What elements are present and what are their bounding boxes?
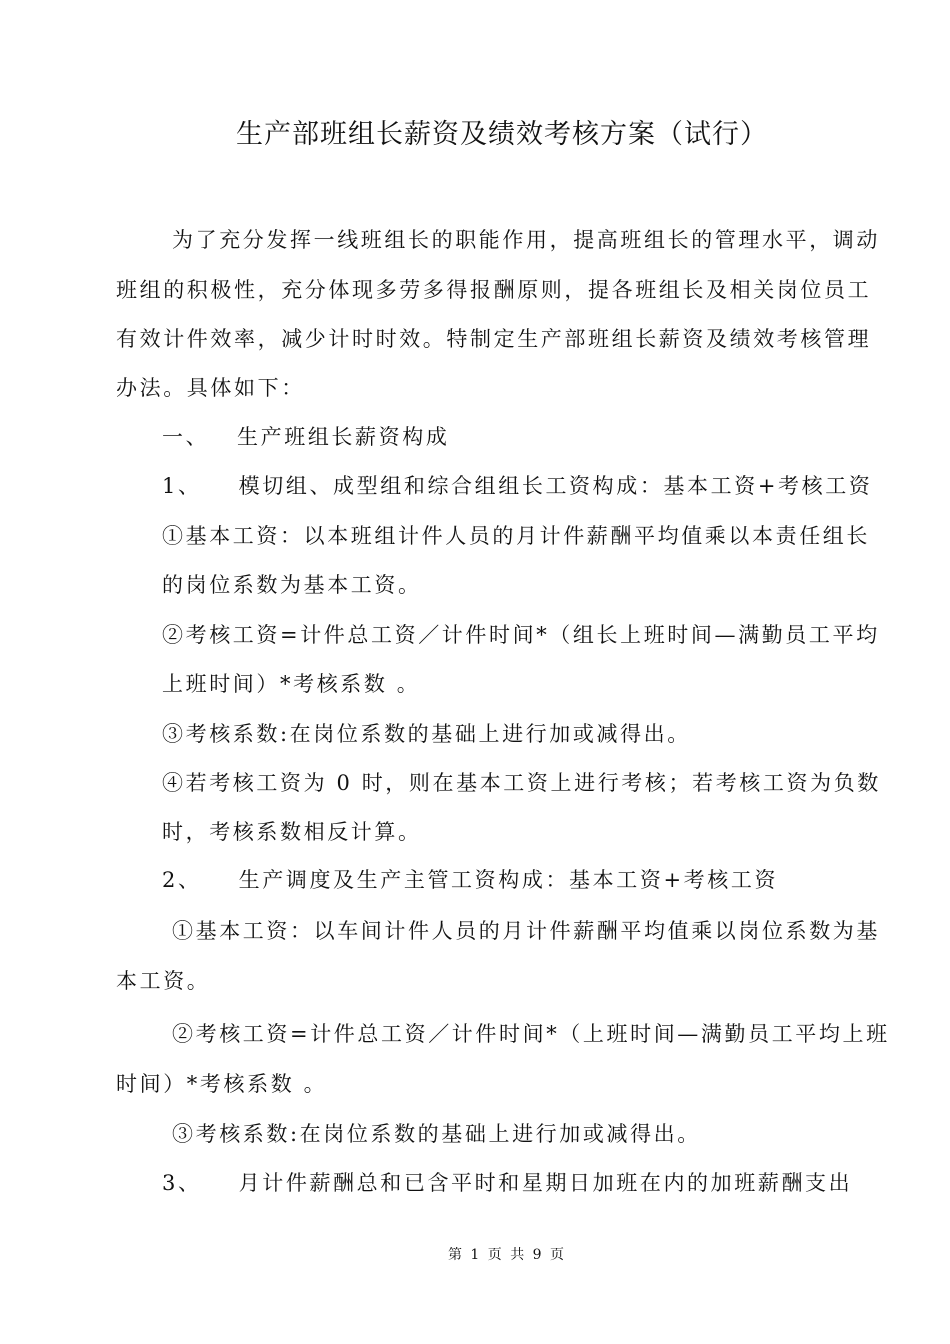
paragraph-line: 时，考核系数相反计算。 bbox=[162, 820, 422, 844]
paragraph-line: ④若考核工资为 0 时，则在基本工资上进行考核；若考核工资为负数 bbox=[162, 771, 881, 795]
subsection-heading: 3、 月计件薪酬总和已含平时和星期日加班在内的加班薪酬支出 bbox=[162, 1171, 853, 1195]
paragraph-line: ②考核工资=计件总工资／计件时间*（组长上班时间—满勤员工平均 bbox=[162, 623, 880, 647]
subsection-heading: 2、 生产调度及生产主管工资构成：基本工资+考核工资 bbox=[162, 868, 779, 892]
paragraph-line: 班组的积极性，充分体现多劳多得报酬原则，提各班组长及相关岗位员工 bbox=[116, 278, 872, 302]
paragraph-line: 有效计件效率，减少计时时效。特制定生产部班组长薪资及绩效考核管理 bbox=[116, 327, 872, 351]
section-heading: 一、 生产班组长薪资构成 bbox=[162, 425, 450, 449]
paragraph-line: ③考核系数:在岗位系数的基础上进行加或减得出。 bbox=[172, 1122, 701, 1146]
paragraph-line: ③考核系数:在岗位系数的基础上进行加或减得出。 bbox=[162, 722, 691, 746]
paragraph-line: 本工资。 bbox=[116, 969, 211, 993]
paragraph-line: ①基本工资：以车间计件人员的月计件薪酬平均值乘以岗位系数为基 bbox=[172, 919, 880, 943]
paragraph-line: 的岗位系数为基本工资。 bbox=[162, 573, 422, 597]
paragraph-line: 上班时间）*考核系数 。 bbox=[162, 672, 421, 696]
paragraph-line: 为了充分发挥一线班组长的职能作用，提高班组长的管理水平，调动 bbox=[172, 228, 880, 252]
document-title: 生产部班组长薪资及绩效考核方案（试行） bbox=[236, 119, 768, 150]
page-number: 第 1 页 共 9 页 bbox=[447, 1247, 567, 1263]
paragraph-line: ②考核工资=计件总工资／计件时间*（上班时间—满勤员工平均上班 bbox=[172, 1022, 890, 1046]
paragraph-line: ①基本工资：以本班组计件人员的月计件薪酬平均值乘以本责任组长 bbox=[162, 524, 870, 548]
paragraph-line: 时间）*考核系数 。 bbox=[116, 1072, 328, 1096]
paragraph-line: 办法。具体如下： bbox=[116, 376, 305, 400]
subsection-heading: 1、 模切组、成型组和综合组组长工资构成：基本工资+考核工资 bbox=[162, 474, 873, 498]
